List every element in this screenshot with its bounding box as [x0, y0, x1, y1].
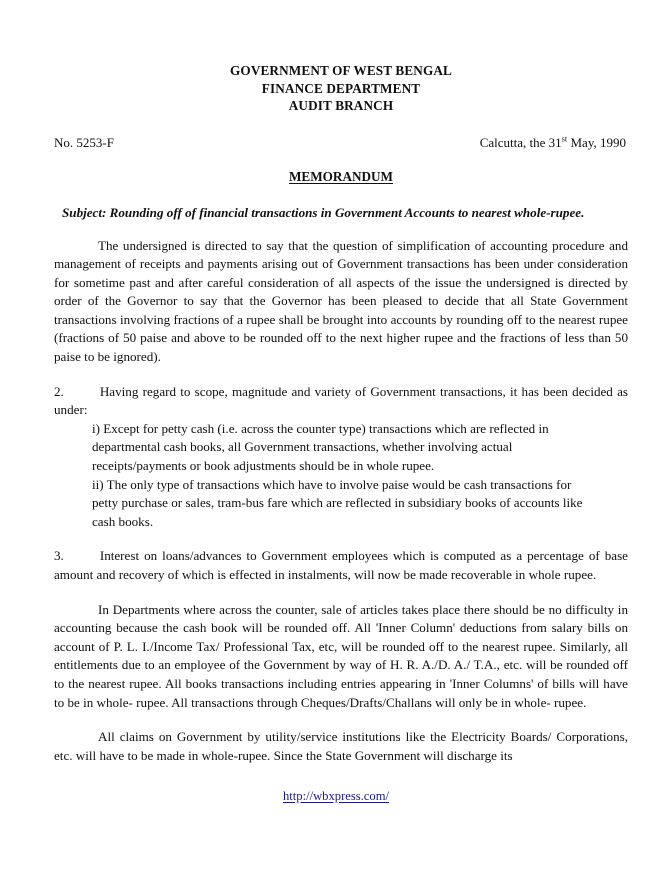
masthead-line-government: GOVERNMENT OF WEST BENGAL — [230, 63, 452, 78]
memorandum-heading — [54, 168, 628, 185]
paragraph-4: In Departments where across the counter, sale of articles takes place there should be no difficulty in accounting because the cash book will be rounded off. All 'Inner Column' deductions from salary bills on account of P. L. I./Income Tax/ Professional Tax, etc, will be rounded off to the nearest rupee. Similarly, all entitlements due to an employee of the Government by way of H. R. A./D. A./ T.A., etc. will be rounded off to the nearest rupee. All books transactions including entries appearing in 'Inner Columns' of bills will have to be in whole- rupee. All transactions through Cheques/Drafts/Challans will only be in whole- rupee. — [54, 601, 628, 710]
footer — [0, 788, 672, 804]
date-ordinal-suffix: st — [561, 134, 568, 144]
sub-item-ii: ii) The only type of transactions which have to involve paise would be cash transactions for petty purchase or sales, tram-bus fare which are reflected in subsidiary books of accounts like cash books. — [92, 476, 583, 529]
paragraph-3-number: 3. — [54, 548, 64, 564]
memo-number: No. 5253-F — [54, 134, 114, 150]
place-date-prefix: Calcutta, the 31 — [479, 134, 562, 150]
sub-item-i: i) Except for petty cash (i.e. across the counter type) transactions which are reflected in departmental cash books, all Government transactions, whether involving actual receipts/payments or book adjustments should be in whole rupee. — [92, 420, 549, 474]
paragraph-3-text: Interest on loans/advances to Government employees which is computed as a percentage of base amount and recovery of which is effected in instalments, will now be made recoverable in whole rupee. — [54, 548, 628, 582]
paragraph-1: The undersigned is directed to say that the question of simplification of accounting procedure and management of receipts and payments arising out of Government transactions has been under consideration for sometime past and after careful consideration of all aspects of the issue the undersigned is directed by order of the Governor to say that the Governor has been pleased to decide that all State Government transactions involving fractions of a rupee shall be brought into accounts by rounding off to the nearest rupee (fractions of 50 paise and above to be rounded off to the next higher rupee and the fractions of less than 50 paise to be ignored). — [54, 237, 628, 365]
masthead — [54, 62, 628, 115]
memorandum-heading-text: MEMORANDUM — [288, 168, 393, 184]
place-and-date — [480, 134, 628, 151]
subject-line: Subject: Rounding off of financial transactions in Government Accounts to nearest whole-rupee. — [62, 204, 585, 220]
paragraph-5: All claims on Government by utility/service institutions like the Electricity Boards/ Corporations, etc. will have to be made in whole-rupee. Since the State Government will discharge its — [54, 729, 628, 763]
document-content — [54, 0, 628, 765]
paragraph-3 — [54, 547, 628, 584]
paragraph-2-text: Having regard to scope, magnitude and variety of Government transactions, it has been decided as under: — [54, 383, 628, 418]
masthead-line-branch: AUDIT BRANCH — [288, 98, 394, 113]
paragraph-2-number: 2. — [54, 383, 64, 399]
source-url-link[interactable]: http://wbxpress.com/ — [283, 789, 389, 803]
reference-row — [54, 134, 628, 151]
paragraph-2 — [54, 383, 628, 420]
masthead-line-department: FINANCE DEPARTMENT — [261, 80, 421, 96]
place-date-suffix: May, 1990 — [570, 134, 626, 150]
